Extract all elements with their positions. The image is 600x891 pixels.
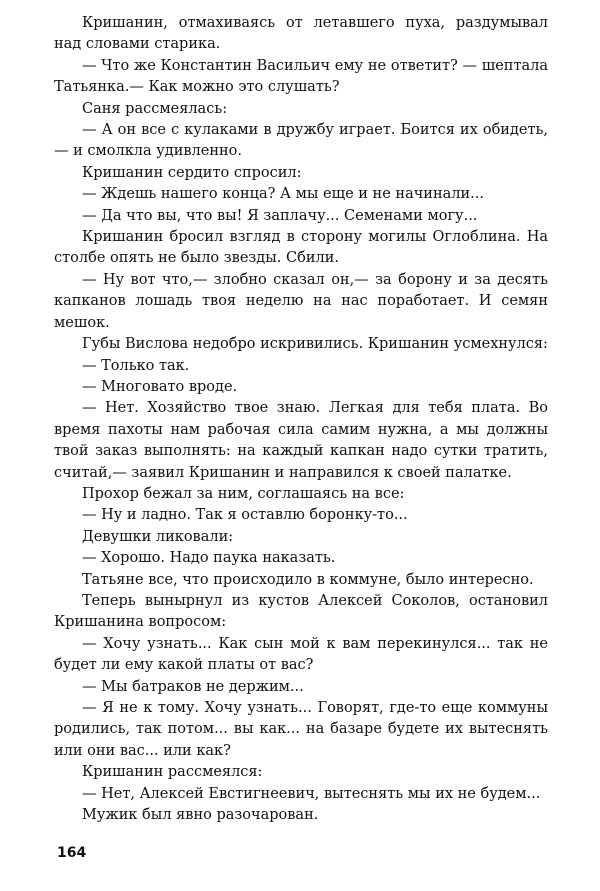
- paragraph: — Да что вы, что вы! Я заплачу... Семенами могу...: [82, 207, 478, 224]
- paragraph: — Мы батраков не держим...: [82, 678, 304, 695]
- book-page-text: [54, 13, 548, 826]
- paragraph: Кришанин, отмахиваясь от летавшего пуха, раздумывал над словами старика.: [54, 15, 548, 53]
- paragraph: Кришанин рассмеялся:: [82, 764, 263, 781]
- paragraph: — Я не к тому. Хочу узнать... Говорят, где-то еще коммуны родились, так потом... вы как... на базаре будете их вытеснять или они вас... или как?: [54, 700, 548, 759]
- paragraph: — Ну и ладно. Так я оставлю боронку-то...: [82, 507, 408, 524]
- paragraph: — Только так.: [82, 357, 190, 374]
- paragraph: — Хочу узнать... Как сын мой к вам перекинулся... так не будет ли ему какой платы от вас?: [54, 635, 548, 674]
- paragraph: Теперь вынырнул из кустов Алексей Соколов, остановил Кришанина вопросом:: [54, 592, 548, 631]
- paragraph: Кришанин бросил взгляд в сторону могилы Оглоблина. На столбе опять не было звезды. Сбили.: [54, 229, 548, 267]
- page-number: 164: [57, 845, 87, 861]
- paragraph: — Многовато вроде.: [82, 378, 238, 395]
- paragraph: Татьяне все, что происходило в коммуне, было интересно.: [82, 571, 534, 588]
- paragraph: — Нет. Хозяйство твое знаю. Легкая для тебя плата. Во время пахоты нам рабочая сила самим нужна, а мы должны твой заказ выполнять: на каждый капкан надо сутки тратить, считай,— заявил Кришанин и направился к своей палатке.: [54, 400, 548, 481]
- paragraph: Саня рассмеялась:: [82, 100, 228, 117]
- paragraph: Мужик был явно разочарован.: [82, 807, 319, 824]
- paragraph: Губы Вислова недобро искривились. Кришанин усмехнулся:: [82, 336, 548, 353]
- paragraph: — Нет, Алексей Евстигнеевич, вытеснять мы их не будем...: [82, 785, 541, 802]
- paragraph: — А он все с кулаками в дружбу играет. Боится их обидеть,— и смолкла удивленно.: [54, 122, 548, 160]
- paragraph: Девушки ликовали:: [82, 528, 234, 545]
- paragraph: — Что же Константин Васильич ему не ответит? — шептала Татьянка.— Как можно это слушать?: [54, 57, 548, 96]
- paragraph: — Ждешь нашего конца? А мы еще и не начинали...: [82, 186, 484, 203]
- paragraph: — Ну вот что,— злобно сказал он,— за борону и за десять капканов лошадь твоя неделю на нас поработает. И семян мешок.: [54, 271, 548, 331]
- paragraph: Кришанин сердито спросил:: [82, 164, 302, 181]
- paragraph: — Хорошо. Надо паука наказать.: [82, 550, 336, 567]
- paragraph: Прохор бежал за ним, соглашаясь на все:: [82, 485, 405, 502]
